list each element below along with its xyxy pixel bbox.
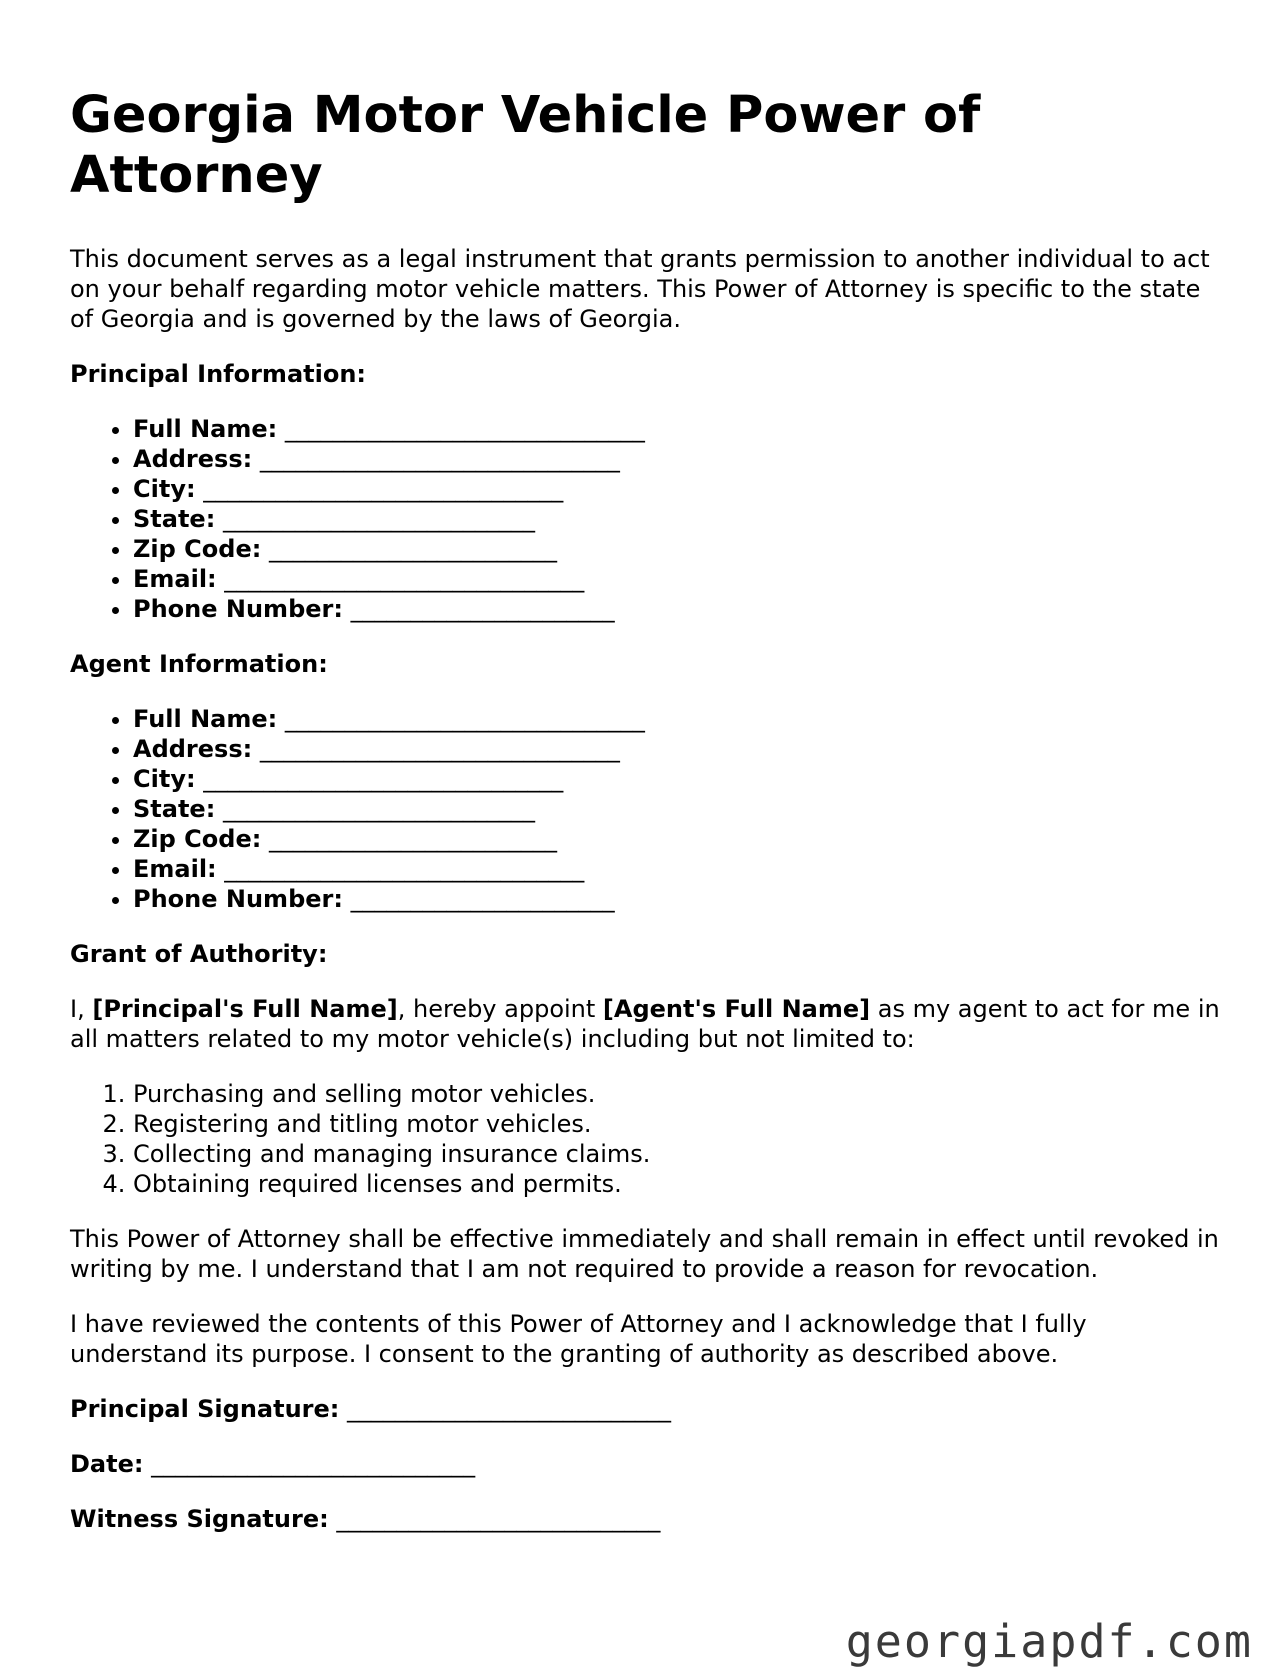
- authority-item: 3. Collecting and managing insurance claims.: [133, 1139, 1220, 1169]
- principal-full-name-line: ______________________________: [284, 415, 645, 443]
- authority-list: [70, 1079, 1220, 1199]
- agent-fields-list: [70, 704, 1220, 914]
- intro-paragraph: This document serves as a legal instrument that grants permission to another individual to act on your behalf regarding motor vehicle matters. This Power of Attorney is specific to the state of Georgia and is governed by the laws of Georgia.: [70, 245, 1210, 333]
- agent-phone-line: ______________________: [350, 885, 615, 913]
- agent-address-line: ______________________________: [259, 735, 620, 763]
- site-watermark: georgiapdf.com: [845, 1615, 1253, 1668]
- authority-item: 4. Obtaining required licenses and permits.: [133, 1169, 1220, 1199]
- agent-email-line: ______________________________: [224, 855, 585, 883]
- agent-name-placeholder: [Agent's Full Name]: [602, 995, 871, 1023]
- principal-address-line: ______________________________: [259, 445, 620, 473]
- agent-zip-field: • Zip Code: ________________________: [133, 824, 1220, 854]
- agent-city-field: • City: ______________________________: [133, 764, 1220, 794]
- effective-paragraph: This Power of Attorney shall be effective immediately and shall remain in effect until revoked in writing by me. I understand that I am not required to provide a reason for revocation.: [70, 1225, 1219, 1283]
- agent-city-line: ______________________________: [203, 765, 564, 793]
- principal-phone-line: ______________________: [350, 595, 615, 623]
- agent-state-line: __________________________: [222, 795, 535, 823]
- principal-city-line: ______________________________: [203, 475, 564, 503]
- grant-paragraph: I, [Principal's Full Name], hereby appoint [Agent's Full Name] as my agent to act for me in all matters related to my motor vehicle(s) including but not limited to:: [70, 995, 1220, 1053]
- principal-state-field: • State: __________________________: [133, 504, 1220, 534]
- principal-phone-field: • Phone Number: ______________________: [133, 594, 1220, 624]
- agent-email-field: • Email: ______________________________: [133, 854, 1220, 884]
- principal-email-field: • Email: ______________________________: [133, 564, 1220, 594]
- agent-phone-field: • Phone Number: ______________________: [133, 884, 1220, 914]
- principal-zip-field: • Zip Code: ________________________: [133, 534, 1220, 564]
- principal-signature-field: Principal Signature: ___________________________: [70, 1395, 672, 1423]
- principal-zip-line: ________________________: [268, 535, 557, 563]
- date-line: ___________________________: [151, 1450, 476, 1478]
- principal-heading: Principal Information:: [70, 360, 367, 388]
- agent-address-field: • Address: ______________________________: [133, 734, 1220, 764]
- document-title: Georgia Motor Vehicle Power of Attorney: [70, 86, 981, 205]
- authority-item: 2. Registering and titling motor vehicles.: [133, 1109, 1220, 1139]
- principal-city-field: • City: ______________________________: [133, 474, 1220, 504]
- principal-email-line: ______________________________: [224, 565, 585, 593]
- agent-full-name-line: ______________________________: [284, 705, 645, 733]
- witness-signature-field: Witness Signature: ___________________________: [70, 1505, 661, 1533]
- authority-item: 1. Purchasing and selling motor vehicles.: [133, 1079, 1220, 1109]
- date-field: Date: ___________________________: [70, 1450, 476, 1478]
- principal-address-field: • Address: ______________________________: [133, 444, 1220, 474]
- agent-full-name-field: • Full Name: ______________________________: [133, 704, 1220, 734]
- principal-signature-line: ___________________________: [347, 1395, 672, 1423]
- acknowledge-paragraph: I have reviewed the contents of this Power of Attorney and I acknowledge that I fully understand its purpose. I consent to the granting of authority as described above.: [70, 1310, 1087, 1368]
- principal-fields-list: [70, 414, 1220, 624]
- agent-state-field: • State: __________________________: [133, 794, 1220, 824]
- document-page: [70, 86, 1220, 1559]
- principal-name-placeholder: [Principal's Full Name]: [92, 995, 398, 1023]
- agent-heading: Agent Information:: [70, 650, 328, 678]
- principal-state-line: __________________________: [222, 505, 535, 533]
- principal-full-name-field: • Full Name: ______________________________: [133, 414, 1220, 444]
- grant-heading: Grant of Authority:: [70, 940, 328, 968]
- agent-zip-line: ________________________: [268, 825, 557, 853]
- witness-signature-line: ___________________________: [336, 1505, 661, 1533]
